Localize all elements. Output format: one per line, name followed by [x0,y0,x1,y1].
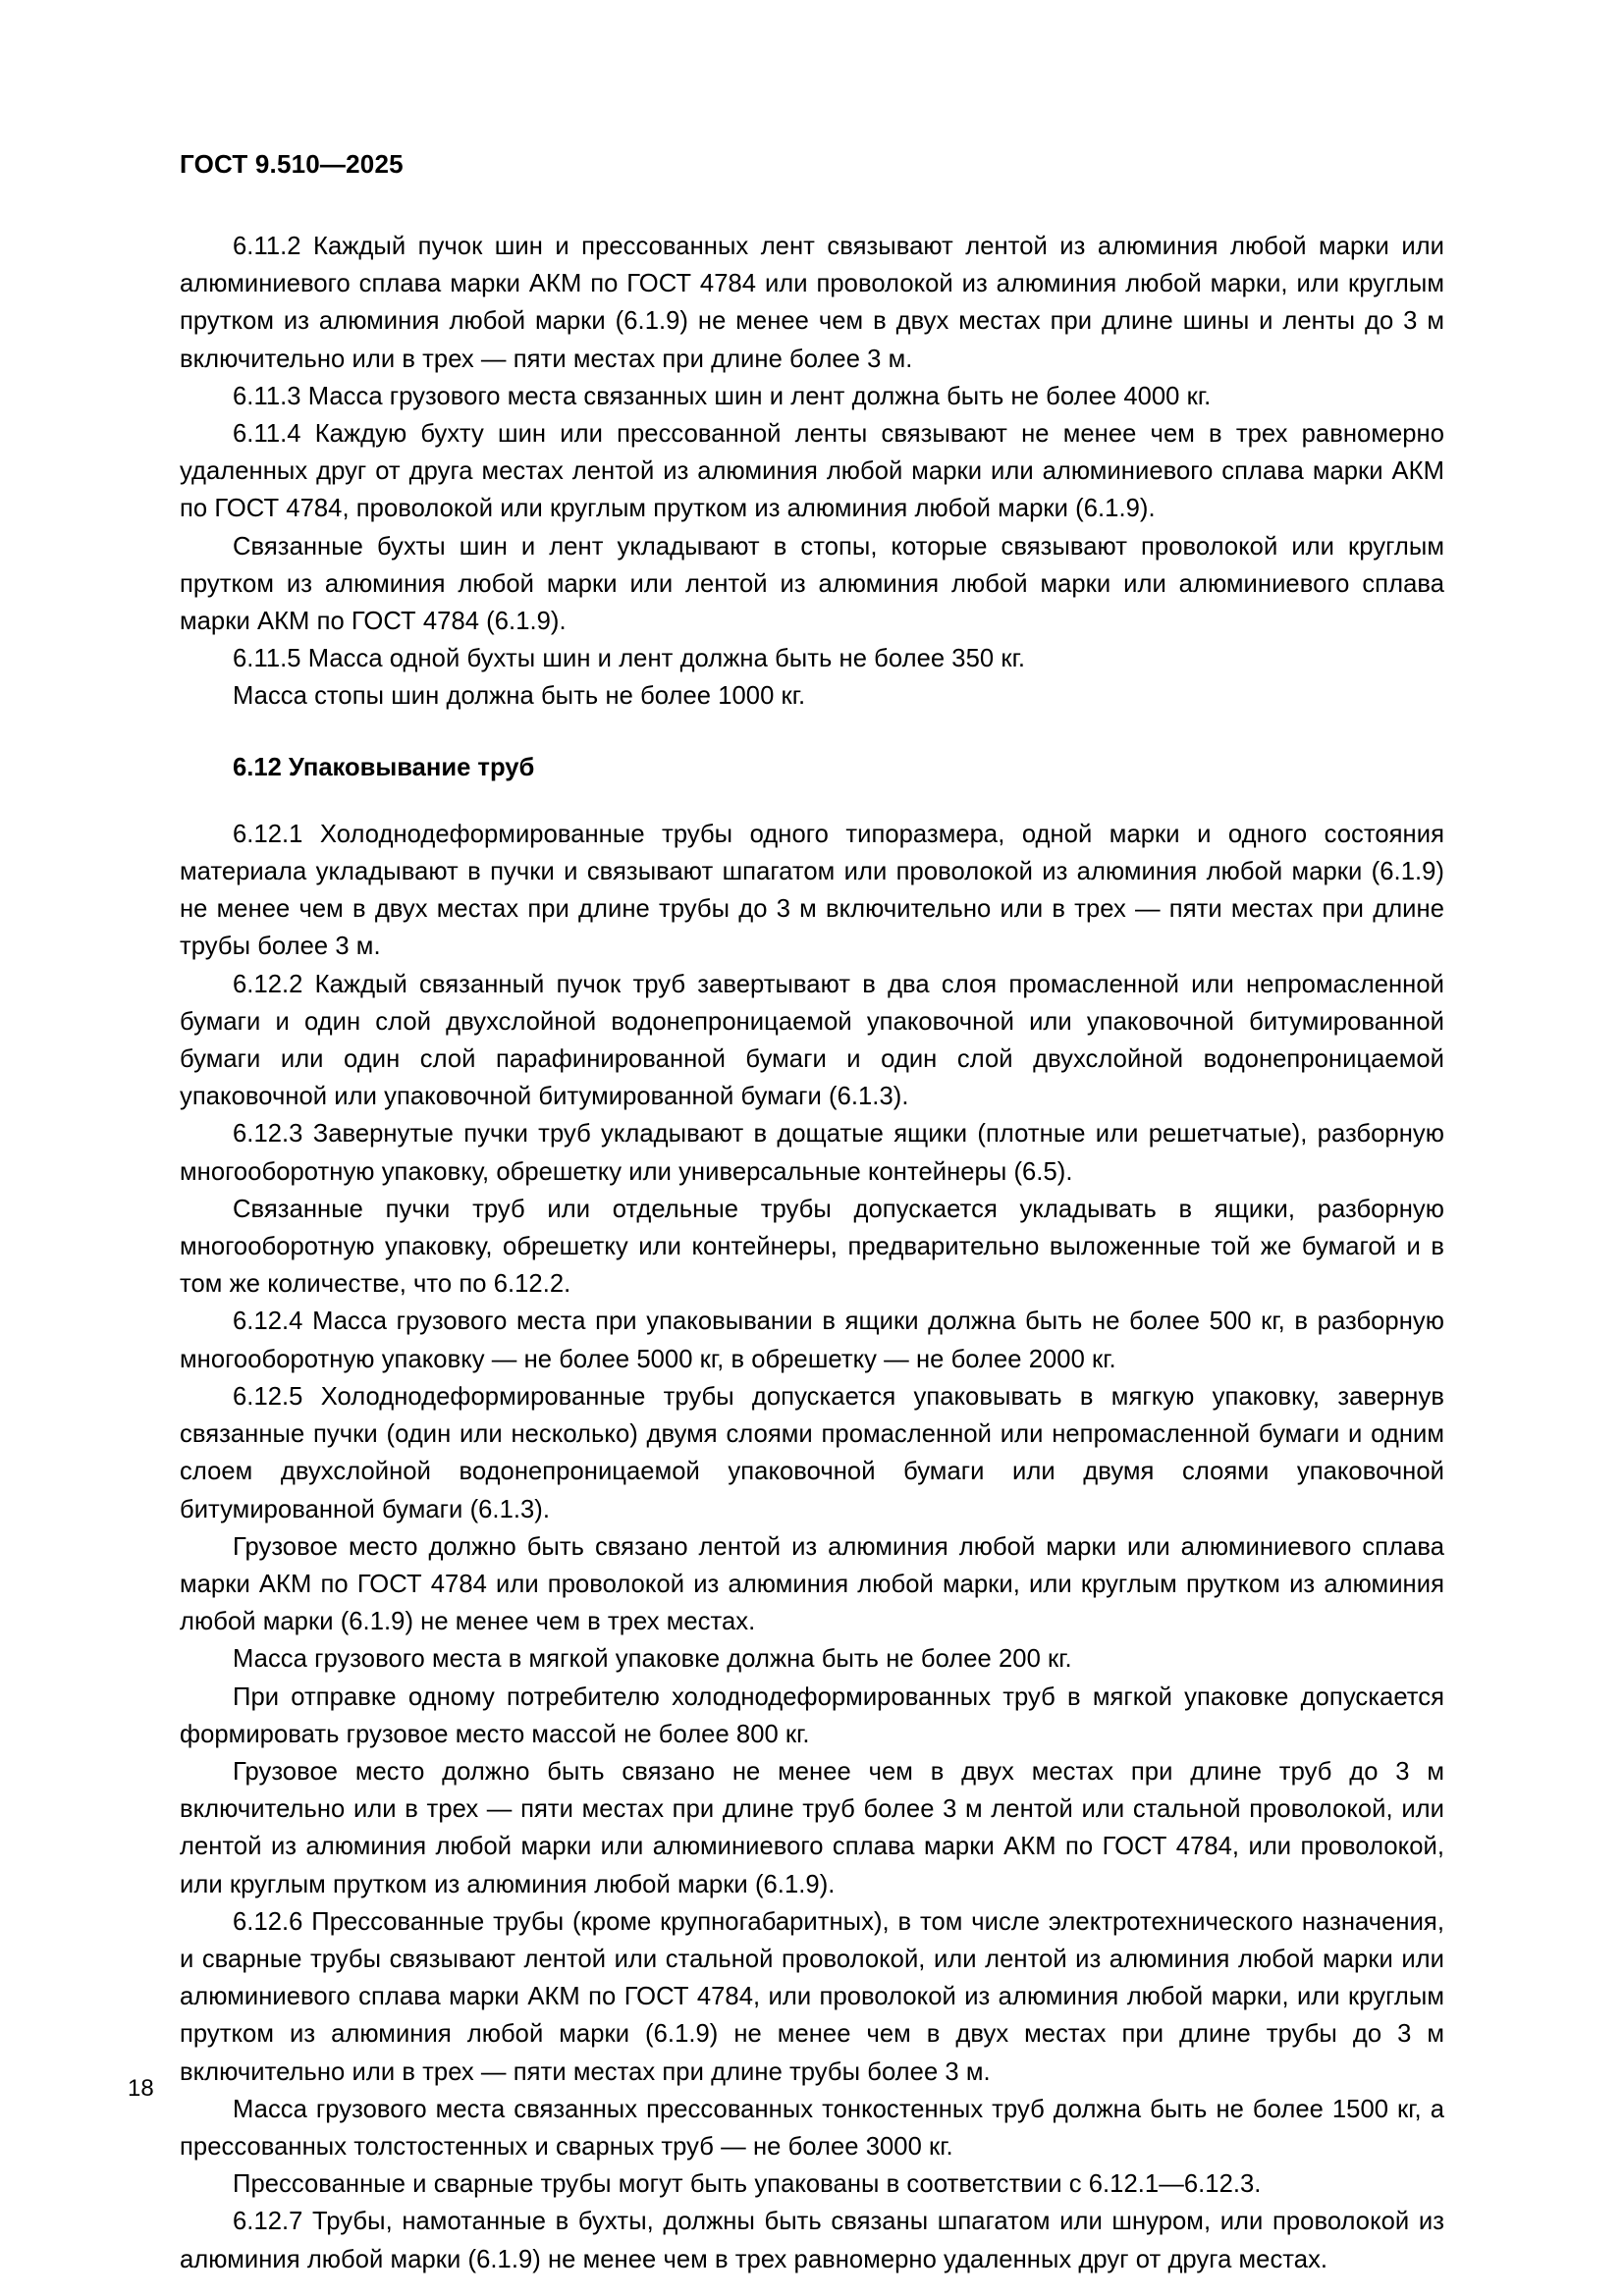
paragraph-soft-package-mass: Масса грузового места в мягкой упаковке должна быть не более 200 кг. [233,1645,1072,1674]
paragraph-6-12-7: 6.12.7 Трубы, намотанные в бухты, должны быть связаны шпагатом или шнуром, или проволокой из алюминия любой марки (6.1.9) не менее чем в трех равномерно удаленных друг от друга местах. [180,2208,1444,2273]
spacer-before-heading [180,716,1444,749]
paragraph-6-11-5: 6.11.5 Масса одной бухты шин и лент должна быть не более 350 кг. [233,645,1025,673]
paragraph-cargo-unit-binding: Грузовое место должно быть связано лентой из алюминия любой марки или алюминиевого сплава марки АКМ по ГОСТ 4784 или проволокой из алюминия любой марки, или круглым прутком из алюминия любой марки (6.1.9) не менее чем в трех местах. [180,1532,1444,1636]
paragraph-6-12-6: 6.12.6 Прессованные трубы (кроме крупногабаритных), в том числе электротехнического назначения, и сварные трубы связывают лентой или стальной проволокой, или лентой из алюминия любой марки или алюминиевого сплава марки АКМ по ГОСТ 4784, или проволокой из алюминия любой марки, или круглым прутком из алюминия любой марки (6.1.9) не менее чем в двух местах при длине трубы до 3 м включительно или в трех — пяти местах при длине трубы более 3 м. [180,1907,1444,2086]
section-heading-6-12: 6.12 Упаковывание труб [233,753,535,781]
paragraph-extruded-welded-packing: Прессованные и сварные трубы могут быть упакованы в соответствии с 6.12.1—6.12.3. [233,2170,1262,2199]
paragraph-single-consumer-shipment: При отправке одному потребителю холоднодеформированных труб в мягкой упаковке допускается формировать грузовое место массой не более 800 кг. [180,1682,1444,1748]
paragraph-bound-coils-stacks: Связанные бухты шин и лент укладывают в стопы, которые связывают проволокой или круглым прутком из алюминия любой марки или лентой из алюминия любой марки или алюминиевого сплава марки АКМ по ГОСТ 4784 (6.1.9). [180,532,1444,636]
paragraph-6-11-2: 6.11.2 Каждый пучок шин и прессованных лент связывают лентой из алюминия любой марки или алюминиевого сплава марки АКМ по ГОСТ 4784 или проволокой из алюминия любой марки, или круглым прутком из алюминия любой марки (6.1.9) не менее чем в двух местах при длине шины и ленты до 3 м включительно или в трех — пяти местах при длине более 3 м. [180,233,1444,373]
paragraph-6-11-3: 6.11.3 Масса грузового места связанных шин и лент должна быть не более 4000 кг. [233,382,1212,410]
paragraph-6-12-3: 6.12.3 Завернутые пучки труб укладывают в дощатые ящики (плотные или решетчатые), разборную многооборотную упаковку, обрешетку или универсальные контейнеры (6.5). [180,1120,1444,1186]
paragraph-6-12-4: 6.12.4 Масса грузового места при упаковывании в ящики должна быть не более 500 кг, в разборную многооборотную упаковку — не более 5000 кг, в обрешетку — не более 2000 кг. [180,1308,1444,1373]
paragraph-stack-mass: Масса стопы шин должна быть не более 1000 кг. [233,682,806,711]
paragraph-thin-walled-mass: Масса грузового места связанных прессованных тонкостенных труб должна быть не более 1500 кг, а прессованных толстостенных и сварных труб — не более 3000 кг. [180,2095,1444,2161]
page-header-standard-number: ГОСТ 9.510—2025 [180,149,404,179]
paragraph-6-12-5: 6.12.5 Холоднодеформированные трубы допускается упаковывать в мягкую упаковку, завернув связанные пучки (один или несколько) двумя слоями промасленной или непромасленной бумаги и одним слоем двухслойной водонепроницаемой упаковочной бумаги или двумя слоями упаковочной битумированной бумаги (6.1.3). [180,1382,1444,1523]
paragraph-6-12-1: 6.12.1 Холоднодеформированные трубы одного типоразмера, одной марки и одного состояния материала укладывают в пучки и связывают шпагатом или проволокой из алюминия любой марки (6.1.9) не менее чем в двух местах при длине трубы до 3 м включительно или в трех — пяти местах при длине трубы более 3 м. [180,820,1444,961]
paragraph-bundles-in-boxes: Связанные пучки труб или отдельные трубы допускается укладывать в ящики, разборную многооборотную упаковку, обрешетку или контейнеры, предварительно выложенные той же бумагой и в том же количестве, что по 6.12.2. [180,1195,1444,1299]
body-text-column [180,228,1444,2278]
paragraph-6-12-2: 6.12.2 Каждый связанный пучок труб завертывают в два слоя промасленной или непромасленной бумаги и один слой двухслойной водонепроницаемой упаковочной или упаковочной битумированной бумаги или один слой парафинированной бумаги и один слой двухслойной водонепроницаемой упаковочной или упаковочной битумированной бумаги (6.1.3). [180,970,1444,1111]
paragraph-cargo-unit-two-places: Грузовое место должно быть связано не менее чем в двух местах при длине труб до 3 м включительно или в трех — пяти местах при длине труб более 3 м лентой или стальной проволокой, или лентой из алюминия любой марки или алюминиевого сплава марки АКМ по ГОСТ 4784, или проволокой, или круглым прутком из алюминия любой марки (6.1.9). [180,1757,1444,1898]
page-number: 18 [128,2075,154,2102]
spacer-after-heading [180,786,1444,816]
paragraph-6-11-4: 6.11.4 Каждую бухту шин или прессованной ленты связывают не менее чем в трех равномерно удаленных друг от друга местах лентой из алюминия любой марки или алюминиевого сплава марки АКМ по ГОСТ 4784, проволокой или круглым прутком из алюминия любой марки (6.1.9). [180,420,1444,523]
